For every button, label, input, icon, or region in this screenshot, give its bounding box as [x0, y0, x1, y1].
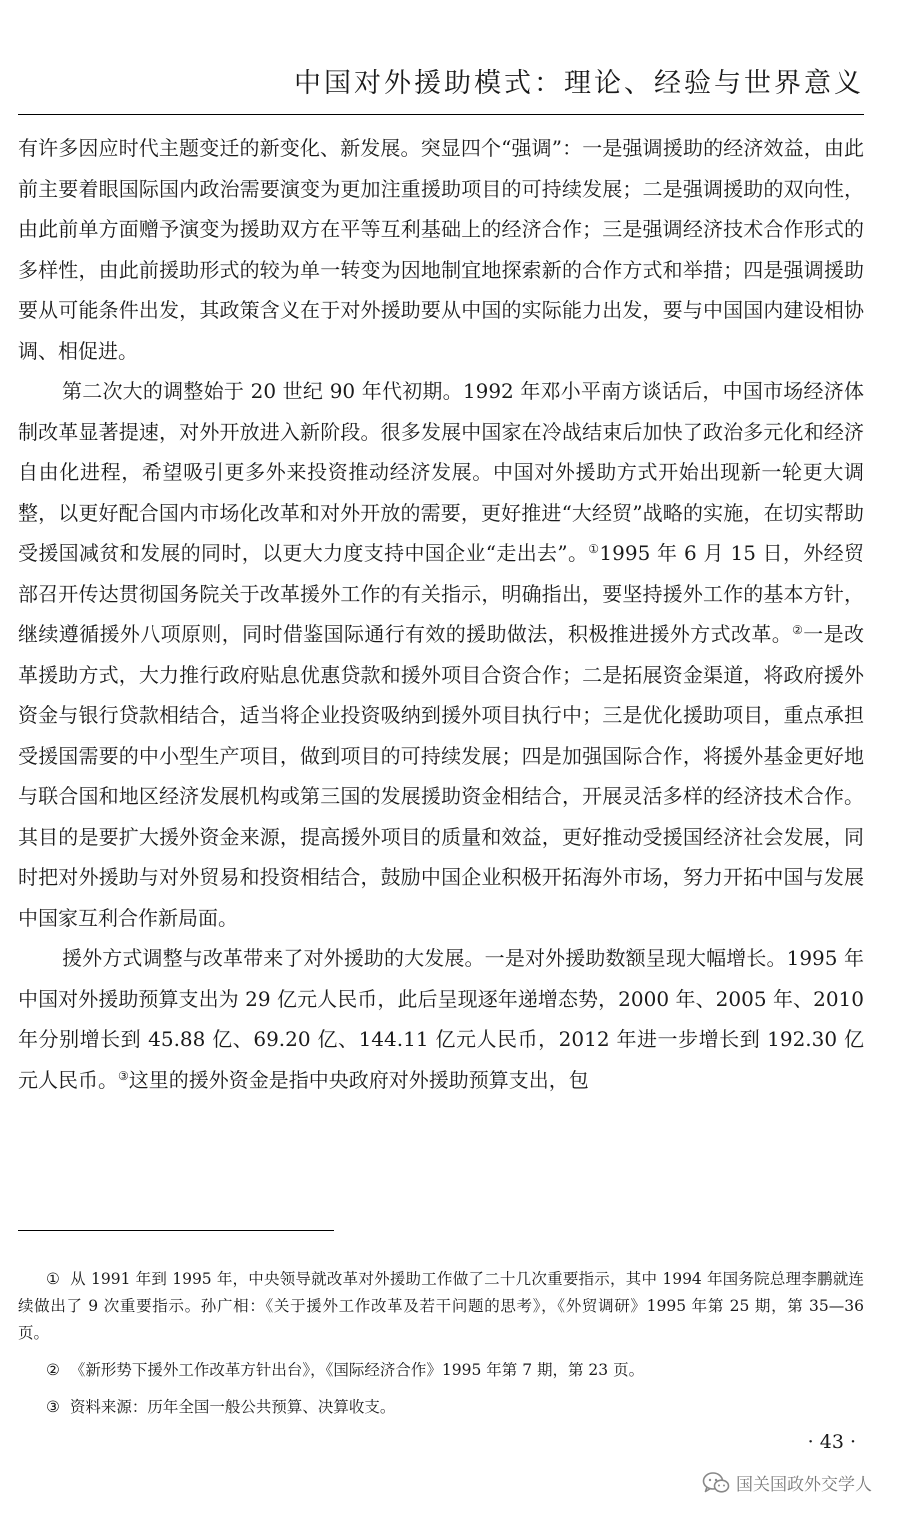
watermark — [702, 1470, 872, 1495]
footnote-2 — [18, 1357, 864, 1384]
watermark-text: 国关国政外交学人 — [736, 1475, 872, 1495]
footnote-2-text: 《新形势下援外工作改革方针出台》，《国际经济合作》1995 年第 7 期，第 23 页。 — [69, 1361, 645, 1379]
paragraph-2-text-c: 一是改革援助方式，大力推行政府贴息优惠贷款和援外项目合资合作；二是拓展资金渠道，将政府援外资金与银行贷款相结合，适当将企业投资吸纳到援外项目执行中；三是优化援助项目，重点承担受援国需要的中小型生产项目，做到项目的可持续发展；四是加强国际合作，将援外基金更好地与联合国和地区经济发展机构或第三国的发展援助资金相结合，开展灵活多样的经济技术合作。其目的是要扩大援外资金来源，提高援外项目的质量和效益，更好推动受援国经济社会发展，同时把对外援助与对外贸易和投资相结合，鼓励中国企业积极开拓海外市场，努力开拓中国与发展中国家互利合作新局面。 — [18, 622, 865, 930]
footnote-ref-3[interactable]: ③ — [118, 1068, 129, 1083]
paragraph-3 — [18, 938, 864, 1100]
paragraph-2-text-b: 1995 年 6 月 15 日，外经贸部召开传达贯彻国务院关于改革援外工作的有关指示，明确指出，要坚持援外工作的基本方针，继续遵循援外八项原则，同时借鉴国际通行有效的援助做法，积极推进援外方式改革。 — [18, 541, 865, 646]
paragraph-1 — [18, 128, 864, 371]
main-text — [18, 128, 864, 1100]
footnote-1 — [18, 1266, 864, 1347]
running-header-title: 中国对外援助模式：理论、经验与世界意义 — [294, 68, 864, 99]
wechat-icon — [702, 1471, 730, 1495]
footnote-3-text: 资料来源：历年全国一般公共预算、决算收支。 — [69, 1398, 396, 1416]
paragraph-3-text-a: 援外方式调整与改革带来了对外援助的大发展。一是对外援助数额呈现大幅增长。1995 年中国对外援助预算支出为 29 亿元人民币，此后呈现逐年递增态势，2000 年、2005 年、2010 年分别增长到 45.88 亿、69.20 亿、144.11 亿元人民币，2012 年进一步增长到 192.30 亿元人民币。 — [18, 946, 864, 1092]
footnote-2-mark: ② — [46, 1361, 60, 1379]
footnote-3-mark: ③ — [46, 1398, 60, 1416]
paragraph-3-text-b: 这里的援外资金是指中央政府对外援助预算支出，包 — [128, 1067, 589, 1092]
page-number: · 43 · — [807, 1431, 856, 1453]
paragraph-2-text-a: 第二次大的调整始于 20 世纪 90 年代初期。1992 年邓小平南方谈话后，中国市场经济体制改革显著提速，对外开放进入新阶段。很多发展中国家在冷战结束后加快了政治多元化和经济自由化进程，希望吸引更多外来投资推动经济发展。中国对外援助方式开始出现新一轮更大调整，以更好配合国内市场化改革和对外开放的需要，更好推进“大经贸”战略的实施，在切实帮助受援国减贫和发展的同时，以更大力度支持中国企业“走出去”。 — [18, 379, 864, 565]
footnote-divider — [18, 1230, 334, 1231]
paragraph-2 — [18, 371, 864, 938]
footnote-ref-1[interactable]: ① — [588, 542, 600, 556]
footnotes — [18, 1266, 864, 1431]
footnote-1-text: 从 1991 年到 1995 年，中央领导就改革对外援助工作做了二十几次重要指示，其中 1994 年国务院总理李鹏就连续做出了 9 次重要指示。孙广相：《关于援外工作改革及若干问题的思考》，《外贸调研》1995 年第 25 期，第 35—36 页。 — [18, 1270, 864, 1342]
footnote-ref-2[interactable]: ② — [792, 623, 804, 637]
header-divider — [18, 114, 864, 115]
paragraph-1-text: 有许多因应时代主题变迁的新变化、新发展。突显四个“强调”：一是强调援助的经济效益，由此前主要着眼国际国内政治需要演变为更加注重援助项目的可持续发展；二是强调援助的双向性，由此前单方面赠予演变为援助双方在平等互利基础上的经济合作；三是强调经济技术合作形式的多样性，由此前援助形式的较为单一转变为因地制宜地探索新的合作方式和举措；四是强调援助要从可能条件出发，其政策含义在于对外援助要从中国的实际能力出发，要与中国国内建设相协调、相促进。 — [18, 136, 864, 363]
footnote-1-mark: ① — [46, 1270, 61, 1288]
footnote-3 — [18, 1394, 864, 1421]
